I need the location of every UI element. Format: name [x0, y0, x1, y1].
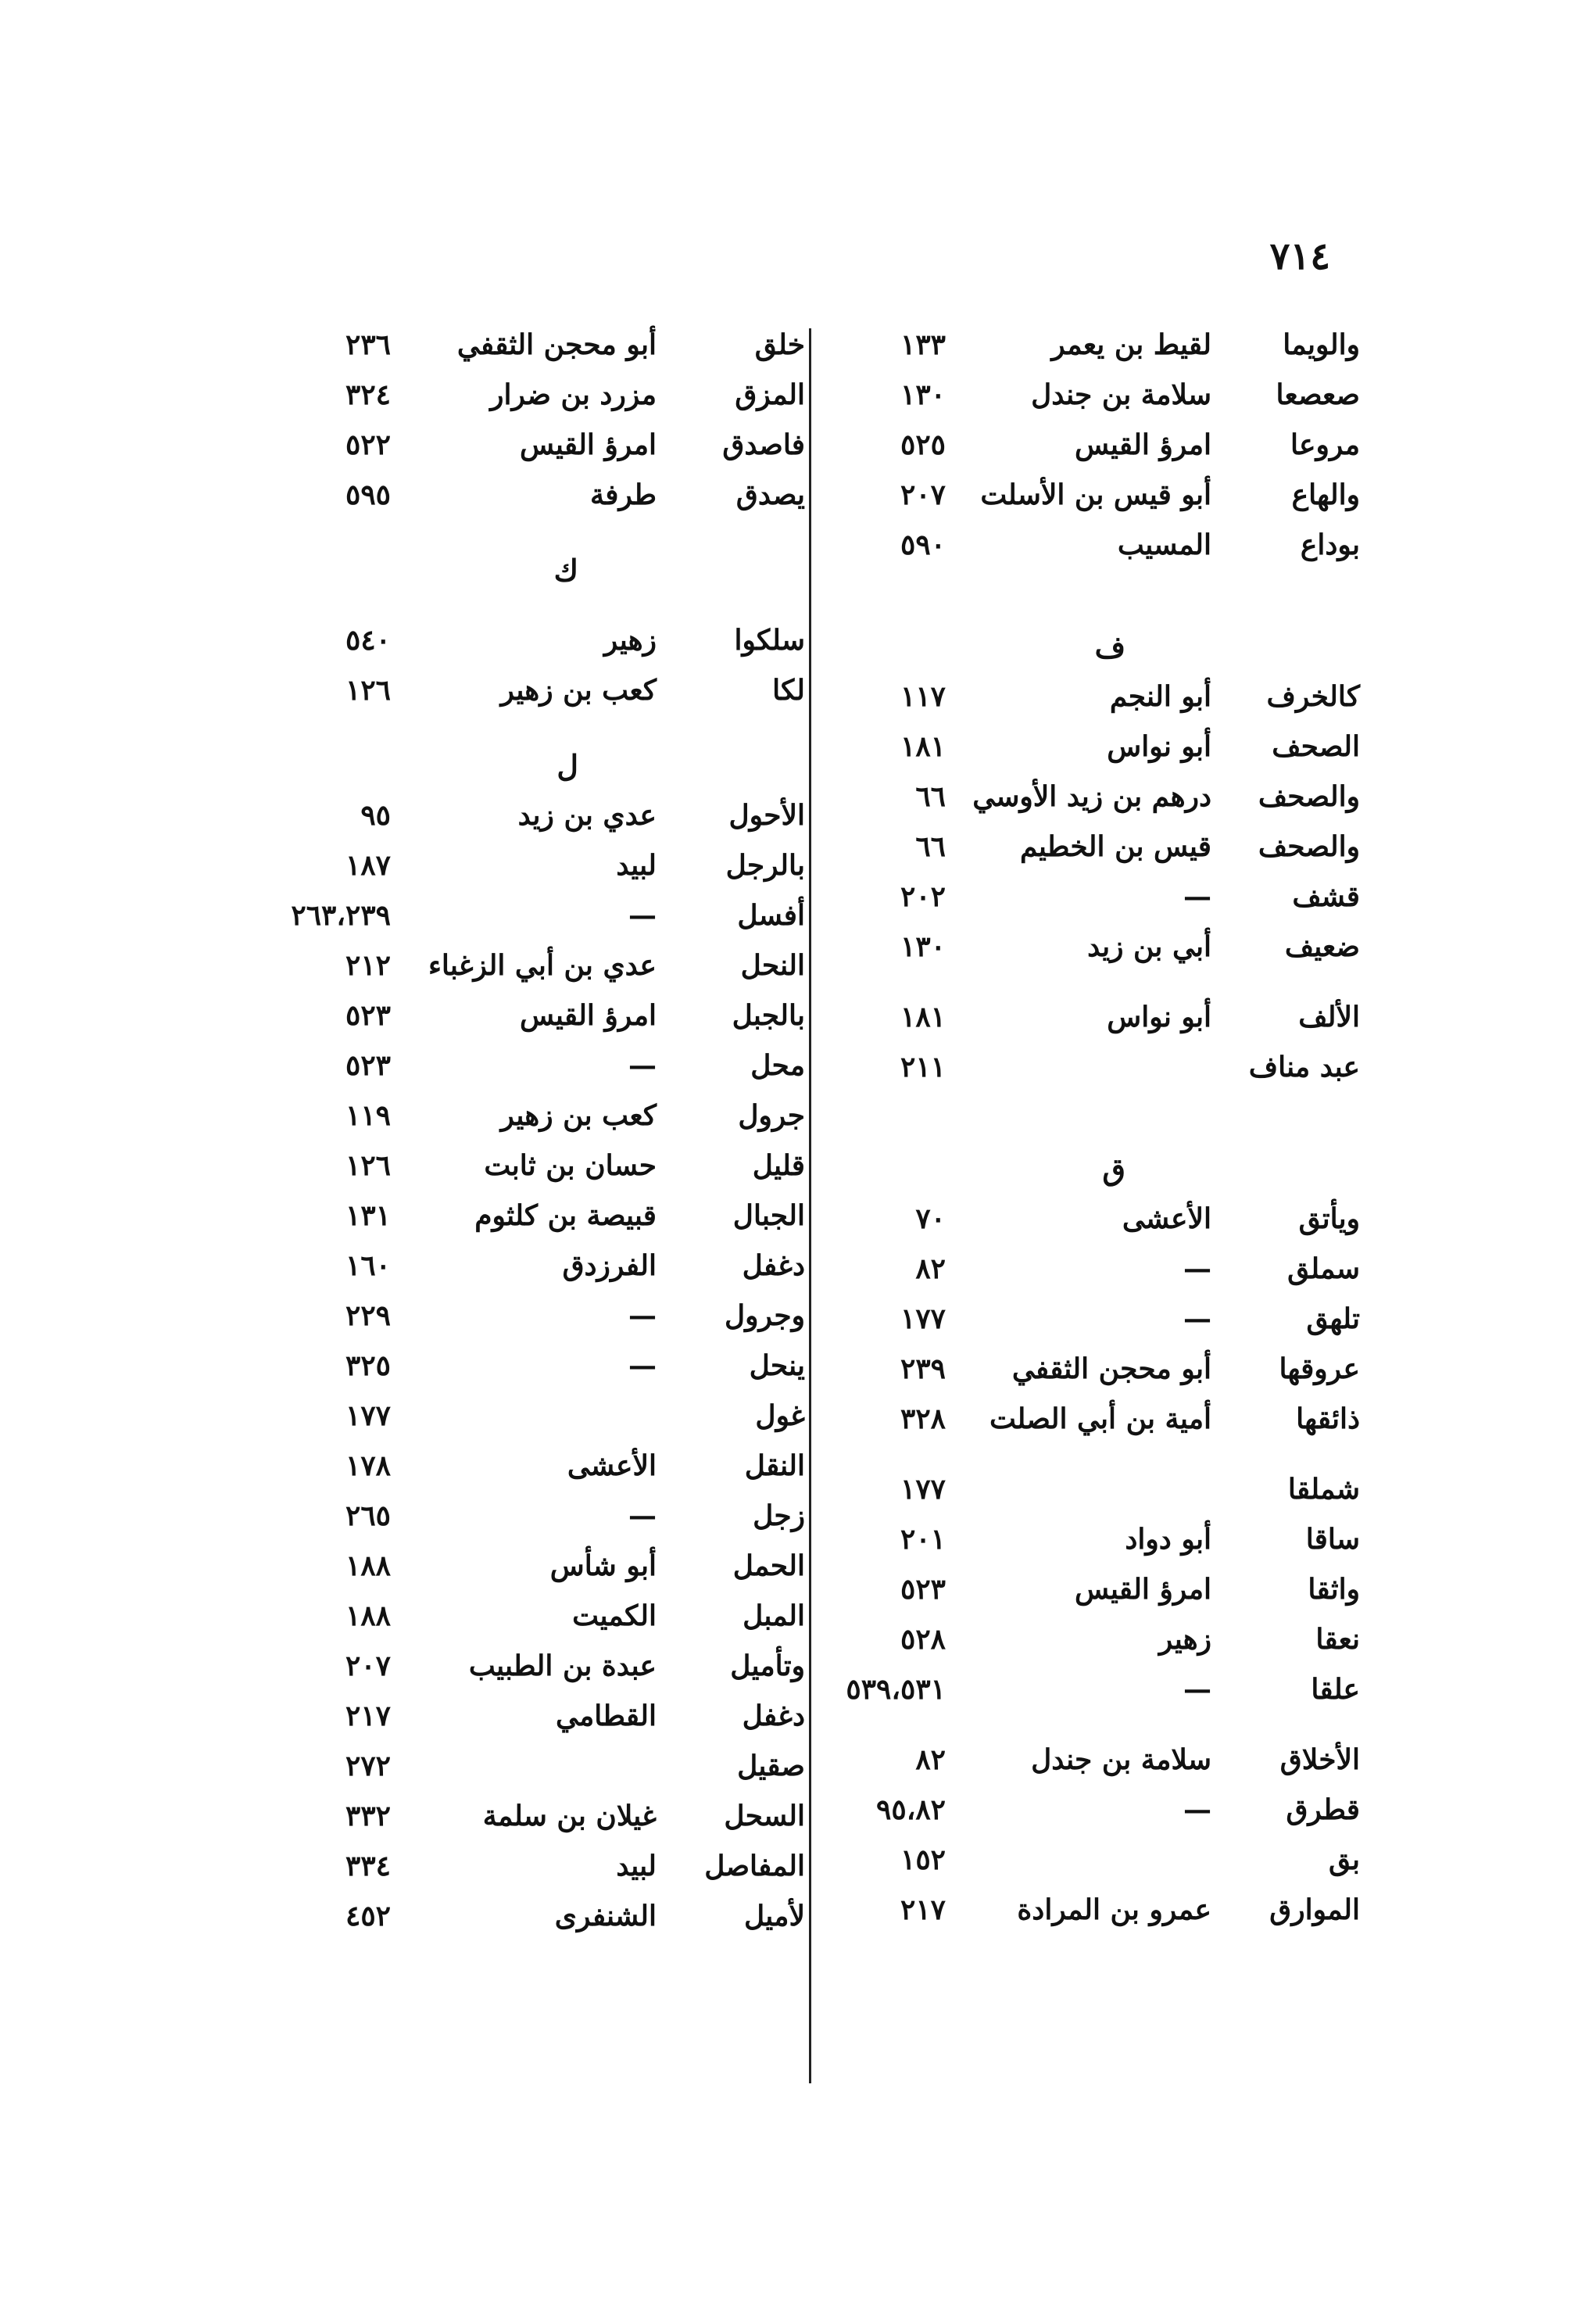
page-reference: ٣٢٥ [345, 1349, 391, 1382]
rhyme-word: والويما [1283, 328, 1360, 361]
spacer [266, 724, 805, 744]
poet-name: لبيد [616, 1850, 657, 1882]
poet-name: أبو قيس بن الأسلت [980, 478, 1211, 511]
index-entry [266, 849, 805, 899]
index-entry [821, 730, 1360, 780]
rhyme-word: جرول [738, 1099, 805, 1132]
index-entry [266, 1649, 805, 1699]
rhyme-word: الحمل [732, 1549, 805, 1582]
page-reference: ٦٦ [915, 780, 946, 813]
index-entry [821, 1573, 1360, 1623]
rhyme-word: واثقا [1308, 1573, 1360, 1606]
page-reference: ٢١٢ [345, 949, 391, 982]
page-reference: ١٥٢ [900, 1843, 946, 1876]
index-entry [821, 428, 1360, 478]
rhyme-word: يصدق [735, 478, 805, 511]
spacer [266, 604, 805, 624]
rhyme-word: بق [1328, 1843, 1360, 1876]
poet-name: زهير [1158, 1623, 1211, 1656]
page-reference: ٦٦ [915, 830, 946, 863]
rhyme-word: علقا [1311, 1673, 1360, 1706]
rhyme-word: فاصدق [722, 428, 805, 461]
index-entry [266, 1699, 805, 1750]
index-entry [821, 1743, 1360, 1793]
poet-name: عمرو بن المرادة [1017, 1893, 1211, 1926]
spacer [821, 1101, 1360, 1148]
rhyme-word: وجرول [724, 1299, 805, 1332]
section-letter-text: ق [1102, 1152, 1125, 1187]
page-reference: ٧٠ [915, 1202, 946, 1235]
poet-name: طرفة [589, 478, 657, 511]
page-reference: ١٨٨ [345, 1599, 391, 1632]
page-reference: ٢١٧ [345, 1699, 391, 1732]
column-divider [809, 328, 811, 2083]
rhyme-word: شملقا [1287, 1473, 1360, 1506]
index-entry [821, 1302, 1360, 1352]
index-entry [821, 528, 1360, 578]
index-entry [821, 1843, 1360, 1893]
page-reference: ٥٢٣ [900, 1573, 946, 1606]
poet-name: لبيد [616, 849, 657, 882]
rhyme-word: الألف [1298, 1001, 1360, 1033]
poet-name: امرؤ القيس [1074, 428, 1211, 461]
poet-name: — [628, 1299, 657, 1332]
rhyme-word: صقيل [737, 1750, 805, 1782]
index-entry [821, 780, 1360, 830]
rhyme-word: دغفل [742, 1249, 805, 1282]
page-reference: ٢٢٩ [345, 1299, 391, 1332]
rhyme-word: غول [755, 1399, 805, 1432]
page-reference: ٩٥ [360, 799, 391, 832]
page-reference: ١٨٨ [345, 1549, 391, 1582]
page-reference: ٢١٧ [900, 1893, 946, 1926]
page-reference: ٢٣٩ [900, 1352, 946, 1385]
rhyme-word: قطرق [1286, 1793, 1360, 1826]
index-entry [266, 1249, 805, 1299]
index-entry [266, 1900, 805, 1950]
rhyme-word: سلكوا [734, 624, 805, 657]
rhyme-word: ساقا [1305, 1523, 1360, 1556]
page-reference: ٢٠٧ [345, 1649, 391, 1682]
poet-name: — [628, 1349, 657, 1382]
rhyme-word: دغفل [742, 1699, 805, 1732]
index-entry [821, 1352, 1360, 1402]
poet-name: كعب بن زهير [500, 1099, 657, 1132]
poet-name: عدي بن أبي الزغباء [428, 949, 657, 982]
rhyme-word: النحل [740, 949, 805, 982]
index-entry [266, 1599, 805, 1649]
index-entry [821, 1001, 1360, 1051]
index-entry [266, 1549, 805, 1599]
spacer [821, 1452, 1360, 1473]
index-entry [821, 1793, 1360, 1843]
poet-name: امرؤ القيس [519, 999, 657, 1032]
rhyme-word: أفسل [737, 899, 805, 932]
page-reference: ٤٥٢ [345, 1900, 391, 1932]
poet-name: سلامة بن جندل [1031, 378, 1211, 411]
poet-name: أمية بن أبي الصلت [989, 1402, 1211, 1435]
poet-name: كعب بن زهير [500, 674, 657, 707]
section-letter [821, 625, 1360, 680]
page-number: ٧١٤ [1269, 235, 1330, 278]
page-reference: ٢٠٧ [900, 478, 946, 511]
page-reference: ٨٢ [915, 1252, 946, 1285]
poet-name: الشنفرى [554, 1900, 657, 1932]
rhyme-word: سملق [1287, 1252, 1360, 1285]
page-reference: ١٨٧ [345, 849, 391, 882]
page-reference: ٥٢٣ [345, 1049, 391, 1082]
index-entry [821, 930, 1360, 980]
index-entry [821, 1893, 1360, 1943]
poet-name: الكميت [572, 1599, 657, 1632]
poet-name: أبو محجن الثقفي [1011, 1352, 1211, 1385]
poet-name: أبو نواس [1107, 730, 1211, 763]
poet-name: — [1183, 880, 1211, 913]
page-reference: ٥٣٩،٥٣١ [846, 1673, 946, 1706]
index-entry [821, 1402, 1360, 1452]
page-reference: ٥٢٨ [900, 1623, 946, 1656]
index-entry [266, 999, 805, 1049]
poet-name: — [628, 1499, 657, 1532]
poet-name: عبدة بن الطبيب [468, 1649, 657, 1682]
page-reference: ١٧٨ [345, 1449, 391, 1482]
index-entry [266, 624, 805, 674]
page-reference: ١٣٠ [900, 930, 946, 963]
poet-name: — [1183, 1793, 1211, 1826]
page-reference: ٥٢٣ [345, 999, 391, 1032]
page-reference: ٥٤٠ [345, 624, 391, 657]
poet-name: درهم بن زيد الأوسي [972, 780, 1211, 813]
rhyme-word: بالجبل [732, 999, 805, 1032]
rhyme-word: ضعيف [1284, 930, 1360, 963]
rhyme-word: صعصعا [1276, 378, 1360, 411]
index-entry [821, 1202, 1360, 1252]
page-reference: ٣٢٤ [345, 378, 391, 411]
page-reference: ١٦٠ [345, 1249, 391, 1282]
poet-name: غيلان بن سلمة [482, 1800, 657, 1832]
poet-name: — [1183, 1302, 1211, 1335]
rhyme-word: ينحل [749, 1349, 805, 1382]
index-entry [821, 478, 1360, 528]
rhyme-word: والهاع [1291, 478, 1360, 511]
page-reference: ١٧٧ [900, 1302, 946, 1335]
spacer [821, 1723, 1360, 1743]
page-reference: ٥٩٠ [900, 528, 946, 561]
rhyme-word: ويأتق [1298, 1202, 1360, 1235]
rhyme-word: عروقها [1279, 1352, 1360, 1385]
index-entry [266, 1349, 805, 1399]
poet-name: امرؤ القيس [1074, 1573, 1211, 1606]
rhyme-word: كالخرف [1266, 680, 1360, 713]
poet-name: الأعشى [1122, 1202, 1211, 1235]
rhyme-word: لكا [772, 674, 805, 707]
rhyme-word: الأخلاق [1279, 1743, 1360, 1776]
section-letter-text: ك [553, 553, 578, 588]
page-reference: ١٨١ [900, 730, 946, 763]
rhyme-word: والصحف [1258, 780, 1360, 813]
poet-name: لقيط بن يعمر [1051, 328, 1211, 361]
page-reference: ٢٠٢ [900, 880, 946, 913]
index-entry [266, 428, 805, 478]
rhyme-word: بوداع [1300, 528, 1360, 561]
rhyme-word: تلهق [1306, 1302, 1360, 1335]
rhyme-word: الموارق [1269, 1893, 1360, 1926]
page-reference: ٢٧٢ [345, 1750, 391, 1782]
poet-name: أبو محجن الثقفي [456, 328, 657, 361]
section-letter-text: ف [1094, 629, 1125, 664]
index-entry [821, 1673, 1360, 1723]
rhyme-word: ذائقها [1296, 1402, 1360, 1435]
page-reference: ٢٦٣،٢٣٩ [291, 899, 391, 932]
poet-name: مزرد بن ضرار [490, 378, 657, 411]
page-reference: ١٧٧ [345, 1399, 391, 1432]
spacer [266, 528, 805, 549]
index-column-left [266, 328, 805, 1950]
index-entry [821, 378, 1360, 428]
rhyme-word: الصحف [1272, 730, 1360, 763]
page-reference: ١١٩ [345, 1099, 391, 1132]
page-reference: ١٢٦ [345, 674, 391, 707]
page-reference: ١٣٣ [900, 328, 946, 361]
rhyme-word: المزق [735, 378, 805, 411]
poet-name: القطامي [556, 1699, 657, 1732]
page-reference: ٢٣٦ [345, 328, 391, 361]
index-entry [821, 1051, 1360, 1101]
index-entry [266, 1499, 805, 1549]
poet-name: الأعشى [567, 1449, 657, 1482]
page-reference: ١٢٦ [345, 1149, 391, 1182]
index-entry [266, 799, 805, 849]
index-entry [821, 680, 1360, 730]
poet-name: — [1183, 1673, 1211, 1706]
poet-name: أبو شأس [549, 1549, 657, 1582]
index-entry [266, 1199, 805, 1249]
poet-name: أبي بن زيد [1087, 930, 1211, 963]
rhyme-word: السحل [724, 1800, 805, 1832]
rhyme-word: لأميل [744, 1900, 805, 1932]
rhyme-word: النقل [744, 1449, 805, 1482]
page-reference: ٣٣٢ [345, 1800, 391, 1832]
poet-name: زهير [603, 624, 657, 657]
rhyme-word: محل [750, 1049, 805, 1082]
index-entry [266, 674, 805, 724]
index-entry [266, 1750, 805, 1800]
page-reference: ١٧٧ [900, 1473, 946, 1506]
poet-name: سلامة بن جندل [1031, 1743, 1211, 1776]
rhyme-word: الجبال [732, 1199, 805, 1232]
page-reference: ٢٦٥ [345, 1499, 391, 1532]
index-entry [266, 378, 805, 428]
index-entry [266, 1049, 805, 1099]
poet-name: — [1183, 1252, 1211, 1285]
section-letter [266, 549, 805, 604]
rhyme-word: وتأميل [730, 1649, 805, 1682]
poet-name: قيس بن الخطيم [1019, 830, 1211, 863]
poet-name: — [628, 899, 657, 932]
section-letter [266, 744, 805, 799]
index-entry [266, 1800, 805, 1850]
index-entry [821, 830, 1360, 880]
section-letter-text: ل [556, 748, 578, 783]
page-reference: ٨٢ [915, 1743, 946, 1776]
rhyme-word: زجل [753, 1499, 805, 1532]
page-reference: ٥٩٥ [345, 478, 391, 511]
index-entry [266, 1299, 805, 1349]
index-entry [821, 328, 1360, 378]
index-column-right [821, 328, 1360, 1943]
rhyme-word: خلق [754, 328, 805, 361]
spacer [821, 980, 1360, 1001]
index-entry [266, 1850, 805, 1900]
poet-name: أبو دواد [1125, 1523, 1211, 1556]
page-reference: ١٣٠ [900, 378, 946, 411]
page-reference: ٣٣٤ [345, 1850, 391, 1882]
index-entry [266, 1099, 805, 1149]
page-reference: ١٨١ [900, 1001, 946, 1033]
poet-name: — [628, 1049, 657, 1082]
page-reference: ٣٢٨ [900, 1402, 946, 1435]
page-reference: ٢٠١ [900, 1523, 946, 1556]
index-entry [821, 1252, 1360, 1302]
page-reference: ١٣١ [345, 1199, 391, 1232]
poet-name: المسيب [1117, 528, 1211, 561]
rhyme-word: قشف [1292, 880, 1360, 913]
page-reference: ٥٢٢ [345, 428, 391, 461]
index-entry [266, 1449, 805, 1499]
rhyme-word: بالرجل [725, 849, 805, 882]
rhyme-word: عبد مناف [1248, 1051, 1360, 1083]
poet-name: عدي بن زيد [517, 799, 657, 832]
poet-name: قبيصة بن كلثوم [474, 1199, 657, 1232]
rhyme-word: نعقا [1315, 1623, 1360, 1656]
index-entry [821, 880, 1360, 930]
poet-name: أبو نواس [1107, 1001, 1211, 1033]
index-entry [821, 1523, 1360, 1573]
page-reference: ٥٢٥ [900, 428, 946, 461]
rhyme-word: والصحف [1258, 830, 1360, 863]
rhyme-word: المبل [743, 1599, 805, 1632]
index-entry [266, 1149, 805, 1199]
rhyme-word: مروعا [1290, 428, 1360, 461]
rhyme-word: الأحول [728, 799, 805, 832]
index-entry [266, 478, 805, 528]
index-entry [266, 328, 805, 378]
index-entry [821, 1473, 1360, 1523]
page-reference: ٢١١ [900, 1051, 946, 1083]
rhyme-word: المفاصل [704, 1850, 805, 1882]
page-reference: ٩٥،٨٢ [876, 1793, 946, 1826]
section-letter [821, 1148, 1360, 1202]
index-entry [821, 1623, 1360, 1673]
poet-name: امرؤ القيس [519, 428, 657, 461]
rhyme-word: قليل [752, 1149, 805, 1182]
poet-name: حسان بن ثابت [484, 1149, 657, 1182]
index-entry [266, 949, 805, 999]
page-reference: ١١٧ [900, 680, 946, 713]
index-entry [266, 899, 805, 949]
poet-name: الفرزدق [562, 1249, 657, 1282]
spacer [821, 578, 1360, 625]
index-entry [266, 1399, 805, 1449]
poet-name: أبو النجم [1109, 680, 1211, 713]
